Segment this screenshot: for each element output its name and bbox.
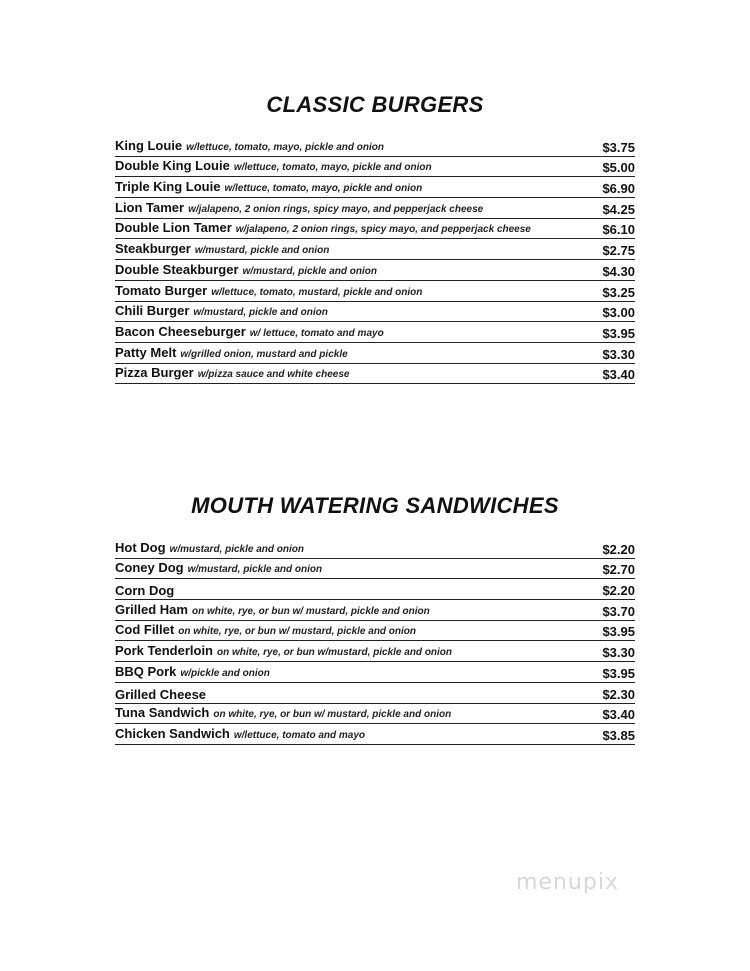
sandwiches-list [115, 538, 635, 745]
item-price: $6.10 [602, 222, 635, 238]
item-description: on white, rye, or bun w/ mustard, pickle and onion [178, 626, 417, 638]
item-text [115, 664, 270, 681]
burgers-list [115, 136, 635, 384]
menu-item [115, 281, 635, 302]
item-name: Double Lion Tamer [115, 220, 232, 236]
item-price: $3.30 [602, 645, 635, 661]
item-text [115, 241, 329, 258]
menu-item [115, 322, 635, 343]
menu-item [115, 662, 635, 683]
item-description: w/mustard, pickle and onion [187, 564, 323, 576]
item-text [115, 179, 422, 196]
item-text [115, 540, 304, 557]
item-text [115, 622, 416, 639]
menu-item [115, 559, 635, 580]
item-description: w/lettuce, tomato, mayo, pickle and onion [224, 183, 423, 195]
item-text [115, 200, 483, 217]
item-text [115, 643, 452, 660]
item-text [115, 560, 322, 577]
item-price: $3.95 [602, 624, 635, 640]
menu-item [115, 724, 635, 745]
item-text [115, 602, 430, 619]
item-text [115, 726, 365, 743]
item-price: $2.70 [602, 562, 635, 578]
item-description: w/mustard, pickle and onion [193, 307, 328, 319]
menu-item [115, 364, 635, 385]
item-text [115, 303, 328, 320]
item-price: $2.75 [602, 243, 635, 259]
item-description: w/lettuce, tomato, mustard, pickle and onion [211, 286, 423, 298]
item-name: Bacon Cheeseburger [115, 323, 246, 339]
item-description: w/mustard, pickle and onion [242, 265, 377, 277]
menu-item [115, 177, 635, 198]
item-name: King Louie [115, 137, 183, 153]
item-price: $3.70 [602, 603, 635, 619]
item-price: $3.95 [602, 325, 635, 341]
item-description: w/pickle and onion [180, 667, 270, 679]
item-name: Coney Dog [115, 560, 184, 576]
item-name: Hot Dog [115, 539, 166, 555]
item-text [115, 158, 432, 175]
item-price: $2.20 [602, 583, 635, 599]
menu-item [115, 600, 635, 621]
item-text [115, 138, 384, 155]
menu-item [115, 683, 635, 704]
item-name: Grilled Ham [115, 601, 188, 617]
item-price: $6.90 [602, 181, 635, 197]
item-name: Corn Dog [115, 583, 175, 599]
item-price: $3.25 [602, 284, 635, 300]
item-description: w/mustard, pickle and onion [169, 543, 305, 555]
item-text [115, 220, 531, 237]
menu-item [115, 621, 635, 642]
item-name: Steakburger [115, 241, 191, 257]
menu-item [115, 198, 635, 219]
item-price: $2.20 [602, 541, 635, 557]
item-description: on white, rye, or bun w/ mustard, pickle and onion [213, 709, 452, 721]
item-price: $4.30 [602, 263, 635, 279]
menu-item [115, 343, 635, 364]
item-text [115, 345, 348, 362]
item-text [115, 687, 206, 702]
item-price: $3.85 [602, 727, 635, 743]
item-description: w/lettuce, tomato and mayo [233, 729, 366, 741]
menu-item [115, 239, 635, 260]
item-description: w/lettuce, tomato, mayo, pickle and onion [186, 141, 384, 153]
item-name: Double Steakburger [115, 261, 239, 277]
item-name: Pork Tenderloin [115, 643, 213, 659]
menu-item [115, 538, 635, 559]
item-name: Chili Burger [115, 303, 190, 319]
section-title-sandwiches: MOUTH WATERING SANDWICHES [191, 493, 559, 518]
item-description: w/lettuce, tomato, mayo, pickle and onion [233, 162, 432, 174]
item-description: w/jalapeno, 2 onion rings, spicy mayo, and pepperjack cheese [235, 224, 531, 236]
item-price: $3.30 [602, 346, 635, 362]
item-name: Pizza Burger [115, 365, 194, 381]
menu-item [115, 641, 635, 662]
item-name: BBQ Pork [115, 663, 177, 679]
menu-item [115, 157, 635, 178]
item-price: $3.40 [602, 707, 635, 723]
item-text [115, 583, 174, 598]
item-price: $3.00 [602, 305, 635, 321]
item-text [115, 365, 349, 382]
menu-item [115, 704, 635, 725]
item-name: Double King Louie [115, 158, 230, 174]
item-text [115, 283, 422, 300]
item-text [115, 262, 377, 279]
item-description: w/ lettuce, tomato and mayo [249, 327, 384, 339]
item-text [115, 324, 384, 341]
item-description: on white, rye, or bun w/mustard, pickle and onion [217, 647, 453, 659]
item-price: $3.40 [602, 367, 635, 383]
item-name: Tomato Burger [115, 282, 208, 298]
item-name: Patty Melt [115, 344, 177, 360]
item-price: $3.95 [602, 665, 635, 681]
item-name: Triple King Louie [115, 179, 221, 195]
menu-item [115, 260, 635, 281]
item-price: $5.00 [602, 160, 635, 176]
menu-item [115, 136, 635, 157]
item-name: Cod Fillet [115, 622, 175, 638]
menupix-watermark: menupix [516, 870, 619, 895]
item-description: w/grilled onion, mustard and pickle [180, 348, 348, 360]
menu-item [115, 302, 635, 323]
item-description: w/pizza sauce and white cheese [197, 369, 350, 381]
item-description: w/jalapeno, 2 onion rings, spicy mayo, and pepperjack cheese [188, 203, 484, 215]
section-title-burgers: CLASSIC BURGERS [266, 92, 484, 117]
item-price: $3.75 [602, 139, 635, 155]
menu-item [115, 219, 635, 240]
item-price: $2.30 [602, 686, 635, 702]
menu-item [115, 579, 635, 600]
item-text [115, 705, 451, 722]
item-price: $4.25 [602, 201, 635, 217]
item-name: Chicken Sandwich [115, 725, 230, 741]
item-name: Tuna Sandwich [115, 705, 210, 721]
item-description: w/mustard, pickle and onion [194, 245, 330, 257]
item-description: on white, rye, or bun w/ mustard, pickle and onion [191, 605, 430, 617]
item-name: Grilled Cheese [115, 686, 207, 702]
item-name: Lion Tamer [115, 199, 185, 215]
